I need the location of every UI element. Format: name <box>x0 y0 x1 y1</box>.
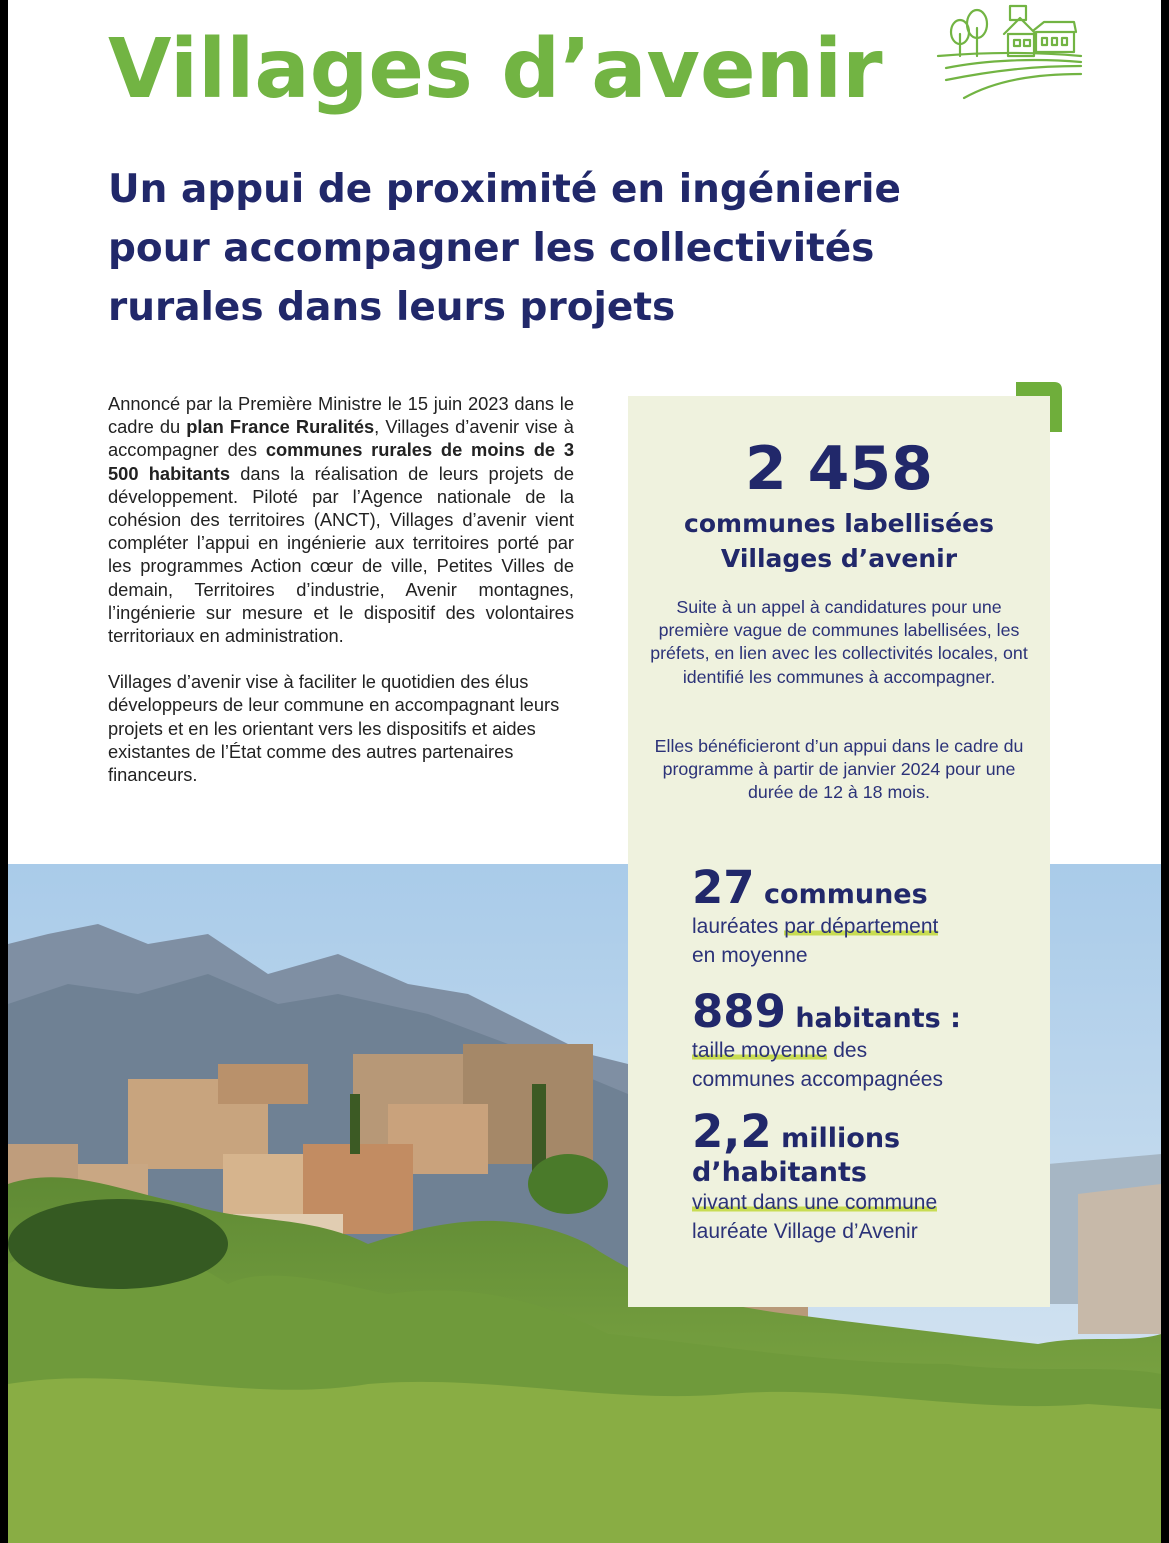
selection-text: Suite à un appel à candidatures pour une première vague de communes labellisées, les préfets, en lien avec les collectivités locales, ont identifié les communes à accompagner. <box>650 597 1028 687</box>
stat-unit-line-2: d’habitants <box>692 1157 867 1188</box>
stat-unit: millions <box>771 1123 901 1154</box>
stat-average-inhabitants <box>692 985 1042 1094</box>
stat-description-line-2: communes accompagnées <box>692 1068 943 1091</box>
stat-total-inhabitants <box>692 1105 1042 1246</box>
stat-description <box>692 1188 1042 1217</box>
stat-number: 27 <box>692 861 755 914</box>
intro-paragraph-2: Villages d’avenir vise à faciliter le quotidien des élus développeurs de leur commune en accompagnant leurs projets et en les orientant vers les dispositifs et aides existantes de l’État comme des autres partenaires financeurs. <box>108 671 560 786</box>
highlighted-text: taille moyenne <box>692 1039 828 1062</box>
labelled-communes-count: 2 458 <box>745 434 933 504</box>
page-title: Villages d’avenir <box>108 22 883 117</box>
intro-text <box>108 392 574 786</box>
stat-description: taille moyenne des <box>692 1039 868 1062</box>
big-label-line-2: Villages d’avenir <box>720 544 958 573</box>
stat-number: 889 <box>692 985 786 1038</box>
stat-unit: habitants : <box>785 1003 961 1034</box>
intro-paragraph-1: Annoncé par la Première Ministre le 15 juin 2023 dans le cadre du plan France Ruralités, Villages d’avenir vise à accompagner des communes rurales de moins de 3 500 habitants dans la réalisation de leurs projets de développement. Piloté par l’Agence nationale de la cohésion des territoires (ANCT), Villages d’avenir vient compléter l’appui en ingénierie aux territoires porté par les programmes Action cœur de ville, Petites Villes de demain, Territoires d’industrie, Avenir montagnes, l’ingénierie sur mesure et le dispositif des volontaires territoriaux en administration. <box>108 393 574 647</box>
stat-communes-per-department <box>692 861 1042 970</box>
village-landscape-icon <box>926 0 1086 102</box>
stat-description: lauréates par département <box>692 915 939 938</box>
stat-unit: communes <box>754 879 928 910</box>
document-page <box>8 0 1161 1543</box>
highlighted-text: par département <box>784 915 939 938</box>
labelled-communes-label <box>628 506 1050 576</box>
highlighted-text: vivant dans une commune <box>692 1191 938 1214</box>
support-duration-text: Elles bénéficieront d’un appui dans le cadre du programme à partir de janvier 2024 pour une durée de 12 à 18 mois. <box>654 736 1024 803</box>
big-label-line-1: communes labellisées <box>684 509 994 538</box>
key-figures-panel <box>628 396 1050 1307</box>
stat-description-line-2: en moyenne <box>692 944 808 967</box>
page-subtitle: Un appui de proximité en ingénierie pour accompagner les collectivités rurales dans leurs projets <box>108 167 901 330</box>
stat-description-line-2: lauréate Village d’Avenir <box>692 1220 918 1243</box>
stat-number: 2,2 <box>692 1105 772 1158</box>
